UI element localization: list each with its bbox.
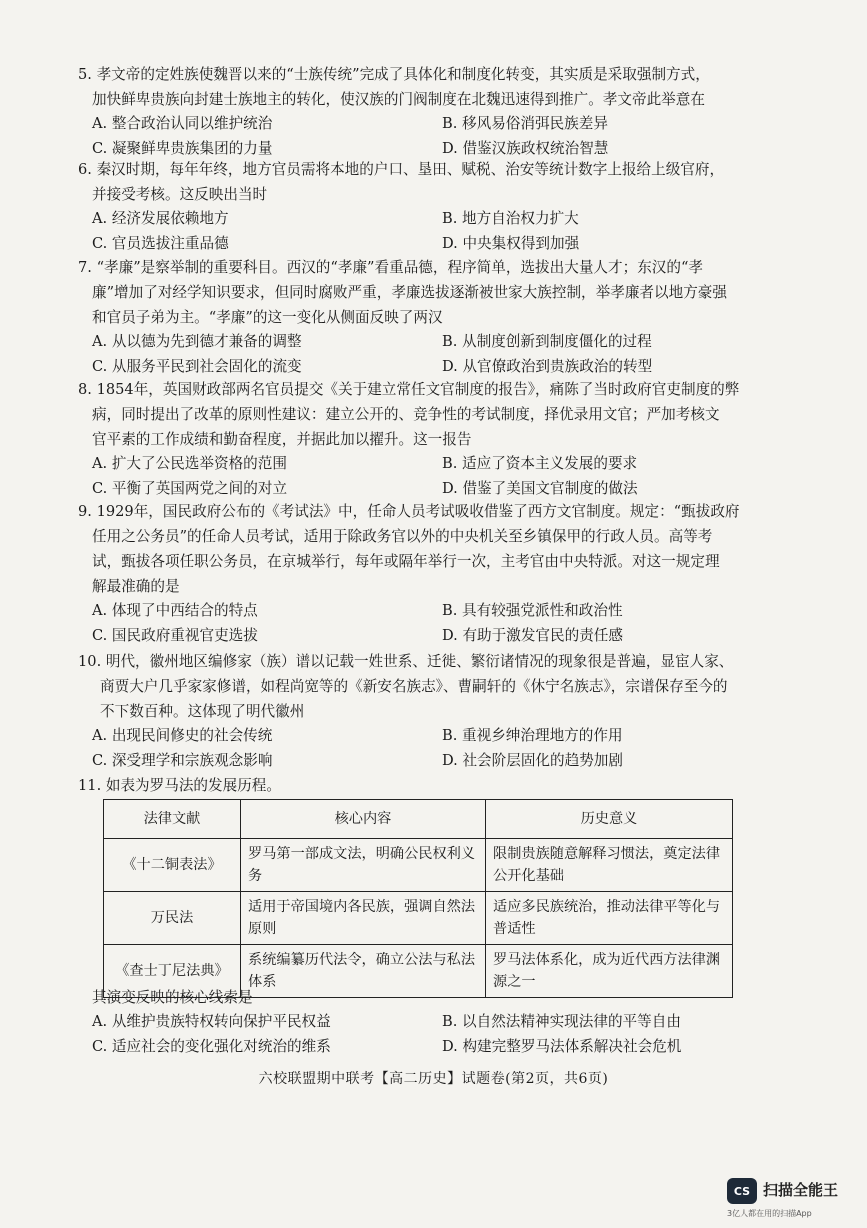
stem-line: 解最准确的是 [92, 578, 180, 595]
question-10 [78, 649, 768, 773]
stem-line: 不下数百种。这体现了明代徽州 [100, 703, 305, 720]
option-d: D. 借鉴了美国文官制度的做法 [442, 479, 638, 497]
roman-law-table [103, 799, 733, 998]
table-cell: 适应多民族统治，推动法律平等化与普适性 [486, 892, 733, 945]
option-b: B. 适应了资本主义发展的要求 [442, 455, 638, 472]
question-stem [78, 649, 768, 724]
option-d: D. 从官僚政治到贵族政治的转型 [442, 357, 653, 375]
table-cell: 罗马法体系化，成为近代西方法律渊源之一 [486, 945, 733, 998]
stem-line: 官平素的工作成绩和勤奋程度，并据此加以擢升。这一报告 [92, 431, 472, 448]
option-d: D. 社会阶层固化的趋势加剧 [442, 751, 623, 769]
column-header: 历史意义 [486, 800, 733, 839]
options [78, 452, 768, 501]
option-d: D. 借鉴汉族政权统治智慧 [442, 139, 609, 157]
stem-line: 试，甄拔各项任职公务员，在京城举行，每年或隔年举行一次，主考官由中央特派。对这一规定理 [92, 553, 720, 570]
page-footer: 六校联盟期中联考【高二历史】试题卷(第2页，共6页) [258, 1071, 609, 1087]
option-c: C. 平衡了英国两党之间的对立 [92, 479, 288, 497]
option-a: A. 从维护贵族特权转向保护平民权益 [92, 1013, 331, 1030]
question-stem: 其演变反映的核心线索是 [92, 989, 253, 1006]
table-cell: 万民法 [104, 892, 241, 945]
option-d: D. 中央集权得到加强 [442, 234, 580, 252]
table-cell: 适用于帝国境内各民族，强调自然法原则 [241, 892, 486, 945]
question-stem: 11. 如表为罗马法的发展历程。 [78, 777, 281, 794]
table-cell: 《查士丁尼法典》 [104, 945, 241, 998]
table-row [104, 839, 733, 892]
watermark-name: 扫描全能王 [763, 1181, 839, 1199]
stem-line: 病，同时提出了改革的原则性建议：建立公开的、竞争性的考试制度，择优录用文官；严加考核文 [92, 406, 720, 423]
option-a: A. 整合政治认同以维护统治 [92, 115, 273, 132]
scanner-watermark [727, 1176, 853, 1222]
option-a: A. 经济发展依赖地方 [92, 210, 229, 227]
question-stem [78, 255, 768, 330]
stem-line: 6. 秦汉时期，每年年终，地方官员需将本地的户口、垦田、赋税、治安等统计数字上报给上级官府， [78, 161, 725, 178]
question-9 [78, 499, 768, 648]
stem-line: 5. 孝文帝的定姓族使魏晋以来的“士族传统”完成了具体化和制度化转变，其实质是采取强制方式， [78, 66, 710, 83]
table-cell: 《十二铜表法》 [104, 839, 241, 892]
option-a: A. 从以德为先到德才兼备的调整 [92, 333, 302, 350]
question-stem [78, 157, 768, 207]
option-b: B. 重视乡绅治理地方的作用 [442, 727, 623, 744]
stem-line: 廉”增加了对经学知识要求，但同时腐败严重，孝廉选拔逐渐被世家大族控制，举孝廉者以地方豪强 [92, 284, 727, 301]
stem-line: 9. 1929年，国民政府公布的《考试法》中，任命人员考试吸收借鉴了西方文官制度。规定：“甄拔政府 [78, 503, 740, 520]
option-d: D. 有助于激发官民的责任感 [442, 626, 623, 644]
option-c: C. 官员选拔注重品德 [92, 234, 229, 252]
option-c: C. 适应社会的变化强化对统治的维系 [92, 1037, 331, 1055]
watermark-tagline: 3亿人都在用的扫描App [727, 1209, 812, 1218]
option-a: A. 扩大了公民选举资格的范围 [92, 455, 287, 472]
options [78, 724, 768, 773]
table-header-row [104, 800, 733, 839]
option-b: B. 以自然法精神实现法律的平等自由 [442, 1013, 681, 1030]
option-a: A. 出现民间修史的社会传统 [92, 727, 273, 744]
question-6 [78, 157, 768, 256]
options [78, 330, 768, 379]
stem-line: 7. “孝廉”是察举制的重要科目。西汉的“孝廉”看重品德，程序简单，选拔出大量人才；东汉的“孝 [78, 259, 704, 276]
stem-line: 任用之公务员”的任命人员考试，适用于除政务官以外的中央机关至乡镇保甲的行政人员。高等考 [92, 528, 713, 545]
question-8 [78, 377, 768, 501]
option-c: C. 凝聚鲜卑贵族集团的力量 [92, 139, 273, 157]
option-c: C. 国民政府重视官吏选拔 [92, 626, 258, 644]
table-cell: 限制贵族随意解释习惯法，奠定法律公开化基础 [486, 839, 733, 892]
question-11 [78, 773, 768, 798]
options [78, 599, 768, 648]
stem-line: 商贾大户几乎家家修谱，如程尚宽等的《新安名族志》、曹嗣轩的《休宁名族志》，宗谱保存至今的 [100, 678, 728, 695]
question-stem [78, 377, 768, 452]
option-b: B. 地方自治权力扩大 [442, 210, 579, 227]
options [78, 1010, 768, 1059]
question-stem [78, 499, 768, 599]
option-b: B. 具有较强党派性和政治性 [442, 602, 623, 619]
option-b: B. 移风易俗消弭民族差异 [442, 115, 608, 132]
column-header: 核心内容 [241, 800, 486, 839]
column-header: 法律文献 [104, 800, 241, 839]
stem-line: 并接受考核。这反映出当时 [92, 186, 268, 203]
option-d: D. 构建完整罗马法体系解决社会危机 [442, 1037, 682, 1055]
stem-line: 10. 明代，徽州地区编修家（族）谱以记载一姓世系、迁徙、繁衍诸情况的现象很是普遍，显宦人家、 [78, 653, 734, 670]
question-stem [78, 62, 768, 112]
camscanner-logo-icon: CS [727, 1178, 757, 1204]
stem-line: 和官员子弟为主。“孝廉”的这一变化从侧面反映了两汉 [92, 309, 443, 326]
table-cell: 系统编纂历代法令，确立公法与私法体系 [241, 945, 486, 998]
question-5 [78, 62, 768, 161]
option-c: C. 从服务平民到社会固化的流变 [92, 357, 302, 375]
question-7 [78, 255, 768, 379]
table-cell: 罗马第一部成文法，明确公民权利义务 [241, 839, 486, 892]
stem-line: 加快鲜卑贵族向封建士族地主的转化，使汉族的门阀制度在北魏迅速得到推广。孝文帝此举意在 [92, 91, 705, 108]
option-b: B. 从制度创新到制度僵化的过程 [442, 333, 652, 350]
stem-line: 8. 1854年，英国财政部两名官员提交《关于建立常任文官制度的报告》，痛陈了当时政府官吏制度的弊 [78, 381, 740, 398]
option-c: C. 深受理学和宗族观念影响 [92, 751, 273, 769]
options [78, 207, 768, 256]
options [78, 112, 768, 161]
table-row [104, 892, 733, 945]
option-a: A. 体现了中西结合的特点 [92, 602, 258, 619]
question-11-ask [78, 985, 768, 1059]
